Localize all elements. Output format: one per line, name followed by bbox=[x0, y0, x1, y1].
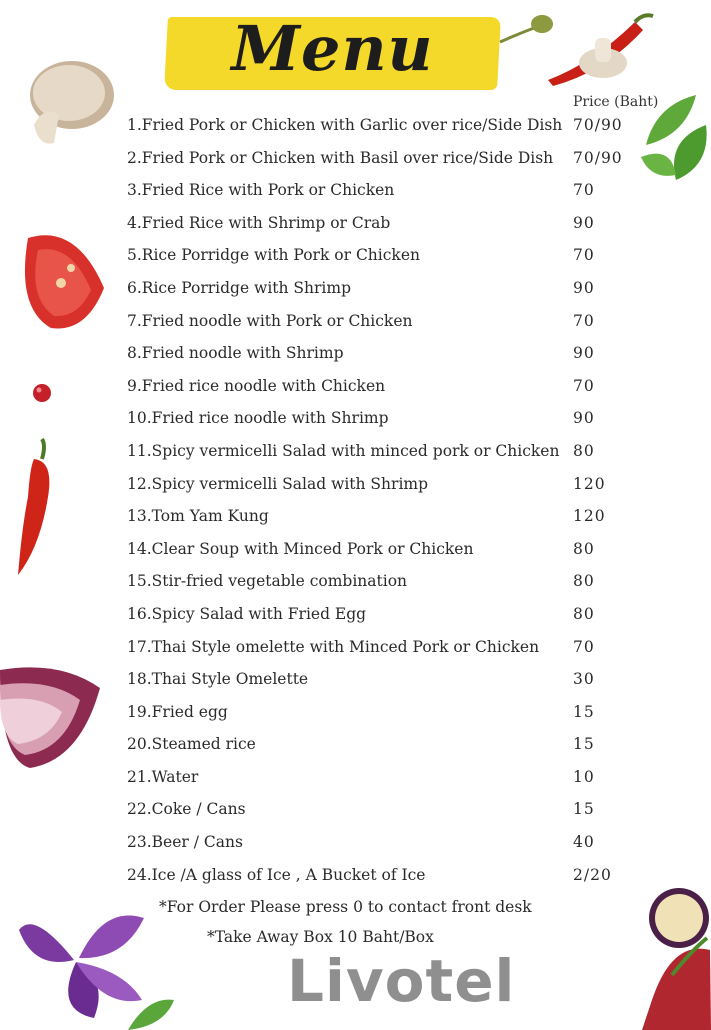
menu-item bbox=[127, 146, 647, 179]
menu-item-name: 16.Spicy Salad with Fried Egg bbox=[127, 604, 367, 623]
menu-item-name: 14.Clear Soup with Minced Pork or Chicken bbox=[127, 539, 474, 558]
menu-item-price: 90 bbox=[573, 278, 595, 297]
menu-item-price: 70 bbox=[573, 246, 595, 265]
menu-item-name: 3.Fried Rice with Pork or Chicken bbox=[127, 181, 395, 200]
red-chili-icon bbox=[12, 437, 56, 577]
menu-item-price: 70 bbox=[573, 637, 595, 656]
menu-item-price: 70/90 bbox=[573, 148, 623, 167]
menu-item bbox=[127, 569, 647, 602]
menu-item bbox=[127, 700, 647, 733]
menu-item bbox=[127, 537, 647, 570]
red-onion-icon bbox=[0, 660, 104, 772]
menu-item-name: 5.Rice Porridge with Pork or Chicken bbox=[127, 246, 420, 265]
menu-item bbox=[127, 276, 647, 309]
menu-item-name: 2.Fried Pork or Chicken with Basil over rice/Side Dish bbox=[127, 148, 554, 167]
berry-icon bbox=[31, 380, 53, 404]
menu-item bbox=[127, 472, 647, 505]
menu-item bbox=[127, 830, 647, 863]
livotel-logo bbox=[287, 946, 516, 1016]
menu-item bbox=[127, 341, 647, 374]
menu-item-name: 22.Coke / Cans bbox=[127, 800, 246, 819]
takeaway-note: *Take Away Box 10 Baht/Box bbox=[207, 928, 434, 946]
menu-item-price: 70/90 bbox=[573, 116, 623, 134]
menu-item-name: 1.Fried Pork or Chicken with Garlic over rice/Side Dish bbox=[127, 116, 563, 134]
menu-item bbox=[127, 797, 647, 830]
menu-item-name: 15.Stir-fried vegetable combination bbox=[127, 572, 408, 591]
page-title: Menu bbox=[231, 12, 434, 85]
menu-item bbox=[127, 765, 647, 798]
menu-item-price: 80 bbox=[573, 572, 595, 591]
menu-item-name: 17.Thai Style omelette with Minced Pork or Chicken bbox=[127, 637, 540, 656]
tomato-slice-icon bbox=[16, 228, 108, 336]
menu-item-name: 19.Fried egg bbox=[127, 702, 228, 721]
menu-item-price: 70 bbox=[573, 181, 595, 200]
menu-item-name: 4.Fried Rice with Shrimp or Crab bbox=[127, 213, 391, 232]
order-note: *For Order Please press 0 to contact front desk bbox=[159, 898, 532, 916]
menu-item bbox=[127, 667, 647, 700]
menu-item-price: 80 bbox=[573, 604, 595, 623]
mushroom-icon bbox=[14, 55, 114, 150]
menu-item-name: 10.Fried rice noodle with Shrimp bbox=[127, 409, 389, 428]
menu-item-price: 2/20 bbox=[573, 865, 612, 884]
menu-item bbox=[127, 602, 647, 635]
eggplant-onion-icon bbox=[612, 880, 711, 1030]
menu-item-price: 80 bbox=[573, 539, 595, 558]
menu-item-price: 80 bbox=[573, 441, 595, 460]
menu-item bbox=[127, 178, 647, 211]
menu-item-price: 15 bbox=[573, 702, 595, 721]
price-column-header: Price (Baht) bbox=[573, 94, 659, 110]
green-leaf-icon bbox=[128, 996, 176, 1030]
menu-item-price: 120 bbox=[573, 507, 606, 526]
menu-item-name: 6.Rice Porridge with Shrimp bbox=[127, 278, 352, 297]
menu-item bbox=[127, 635, 647, 668]
menu-item-name: 23.Beer / Cans bbox=[127, 833, 243, 852]
menu-item-price: 15 bbox=[573, 735, 595, 754]
menu-item-price: 90 bbox=[573, 213, 595, 232]
menu-item bbox=[127, 504, 647, 537]
menu-item-name: 20.Steamed rice bbox=[127, 735, 256, 754]
menu-item-price: 10 bbox=[573, 767, 595, 786]
menu-item-name: 12.Spicy vermicelli Salad with Shrimp bbox=[127, 474, 429, 493]
menu-item-price: 90 bbox=[573, 409, 595, 428]
menu-item-name: 8.Fried noodle with Shrimp bbox=[127, 344, 344, 363]
menu-item-price: 90 bbox=[573, 344, 595, 363]
menu-item bbox=[127, 211, 647, 244]
menu-list bbox=[127, 113, 647, 895]
menu-item-name: 24.Ice /A glass of Ice , A Bucket of Ice bbox=[127, 865, 426, 884]
menu-item-name: 21.Water bbox=[127, 767, 199, 786]
menu-item-price: 120 bbox=[573, 474, 606, 493]
menu-item-price: 15 bbox=[573, 800, 595, 819]
menu-item-name: 11.Spicy vermicelli Salad with minced pork or Chicken bbox=[127, 441, 560, 460]
menu-item bbox=[127, 439, 647, 472]
menu-item-name: 7.Fried noodle with Pork or Chicken bbox=[127, 311, 413, 330]
menu-item-name: 18.Thai Style Omelette bbox=[127, 670, 309, 689]
chili-pepper-icon bbox=[543, 8, 658, 86]
menu-item-name: 9.Fried rice noodle with Chicken bbox=[127, 376, 386, 395]
menu-item bbox=[127, 374, 647, 407]
menu-item bbox=[127, 309, 647, 342]
menu-item bbox=[127, 863, 647, 896]
menu-item bbox=[127, 113, 647, 146]
menu-item-price: 30 bbox=[573, 670, 595, 689]
menu-item-price: 70 bbox=[573, 376, 595, 395]
menu-item-price: 40 bbox=[573, 833, 595, 852]
logo-text: Livotel bbox=[287, 947, 516, 1015]
menu-item bbox=[127, 406, 647, 439]
menu-item-price: 70 bbox=[573, 311, 595, 330]
menu-item-name: 13.Tom Yam Kung bbox=[127, 507, 269, 526]
menu-item bbox=[127, 732, 647, 765]
menu-item bbox=[127, 243, 647, 276]
